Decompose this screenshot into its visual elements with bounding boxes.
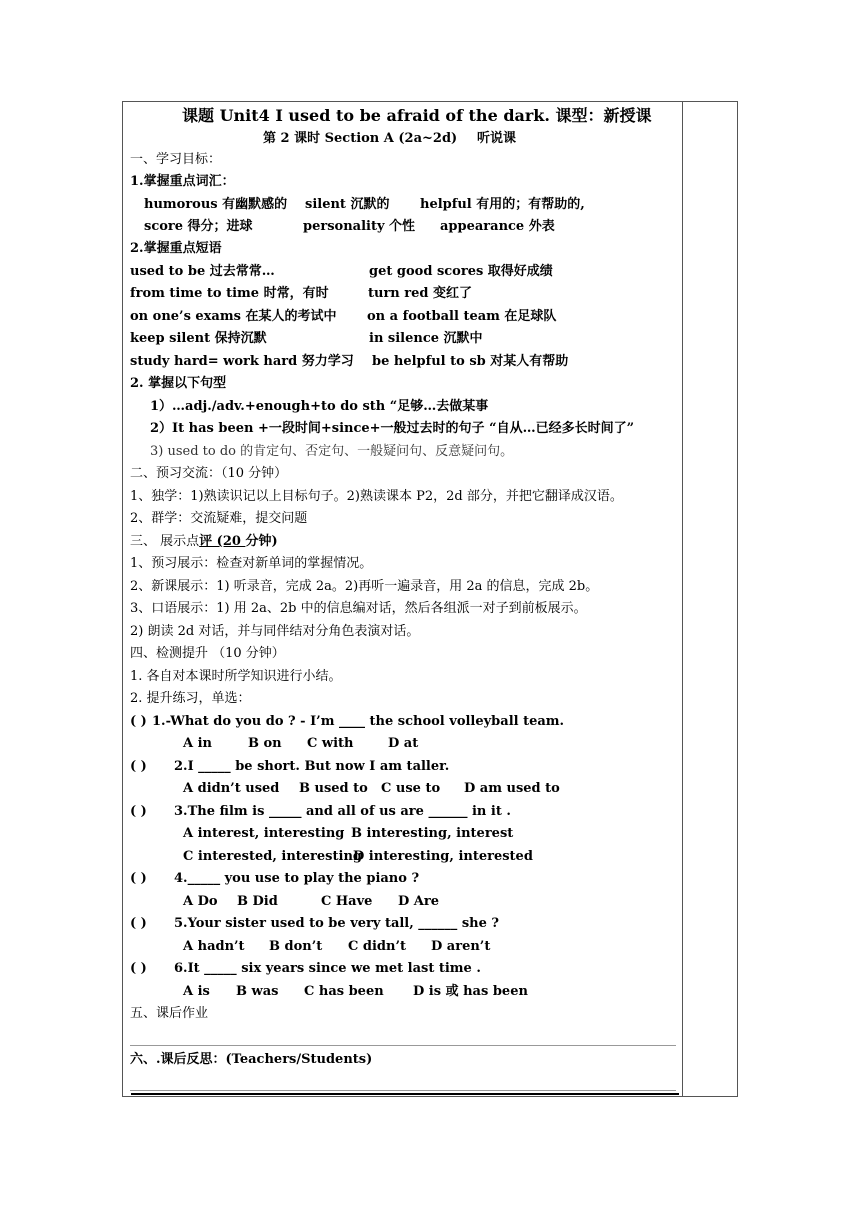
section3-item: 2、新课展示：1) 听录音，完成 2a。2)再听一遍录音，用 2a 的信息，完成 2b。 bbox=[130, 579, 599, 594]
phrase-item: turn red 变红了 bbox=[368, 286, 473, 301]
question-stem: 1.-What do you do ? - I’m ____ the school volleyball team. bbox=[152, 714, 565, 729]
phrase-item: get good scores 取得好成绩 bbox=[369, 264, 553, 279]
vocab-item: silent 沉默的 bbox=[305, 197, 390, 212]
section5-heading: 五、课后作业 bbox=[130, 1006, 209, 1021]
answer-blank[interactable]: ( ) bbox=[130, 961, 147, 976]
option: B on bbox=[248, 736, 282, 751]
option: B Did bbox=[237, 894, 278, 909]
answer-blank[interactable]: ( ) bbox=[130, 916, 147, 931]
answer-blank[interactable]: ( ) bbox=[130, 714, 147, 729]
section4-heading: 四、检测提升 （10 分钟） bbox=[130, 646, 285, 661]
answer-blank[interactable]: ( ) bbox=[130, 804, 147, 819]
question-stem: 3.The film is _____ and all of us are ______ in it . bbox=[174, 804, 511, 819]
option: A interest, interesting bbox=[183, 826, 345, 841]
option: B don’t bbox=[269, 939, 323, 954]
phrase-heading: 2.掌握重点短语 bbox=[130, 241, 222, 256]
option: C didn’t bbox=[348, 939, 406, 954]
option: C use to bbox=[381, 781, 441, 796]
option: D am used to bbox=[464, 781, 560, 796]
pattern-heading: 2. 掌握以下句型 bbox=[130, 376, 227, 391]
option: C has been bbox=[304, 984, 384, 999]
lesson-title: 课题 Unit4 I used to be afraid of the dark. 课型：新授课 bbox=[182, 106, 652, 125]
section2-item: 1、独学：1)熟读识记以上目标句子。2)熟读课本 P2，2d 部分，并把它翻译成汉语。 bbox=[130, 489, 623, 504]
option: D Are bbox=[398, 894, 440, 909]
section6-heading: 六、.课后反思：(Teachers/Students) bbox=[130, 1052, 373, 1067]
homework-writing-line[interactable] bbox=[130, 1045, 676, 1046]
reflection-writing-line[interactable] bbox=[130, 1090, 676, 1091]
option: A is bbox=[183, 984, 210, 999]
phrase-item: in silence 沉默中 bbox=[369, 331, 483, 346]
phrase-item: keep silent 保持沉默 bbox=[130, 331, 267, 346]
section2-item: 2、群学：交流疑难，提交问题 bbox=[130, 511, 308, 526]
option: A hadn’t bbox=[183, 939, 245, 954]
option: A didn’t used bbox=[183, 781, 280, 796]
vocab-item: score 得分；进球 bbox=[144, 219, 253, 234]
pattern-item: 2）It has been +一段时间+since+一般过去时的句子 “自从…已经多长时间了” bbox=[150, 421, 635, 436]
section3-item: 3、口语展示：1) 用 2a、2b 中的信息编对话，然后各组派一对子到前板展示。 bbox=[130, 601, 587, 616]
question-stem: 5.Your sister used to be very tall, ______ she ? bbox=[174, 916, 500, 931]
option: A in bbox=[183, 736, 213, 751]
section3-heading: 三、 展示点评 (20 分钟) bbox=[130, 534, 278, 549]
answer-blank[interactable]: ( ) bbox=[130, 871, 147, 886]
option: A Do bbox=[183, 894, 218, 909]
vocab-item: personality 个性 bbox=[303, 219, 416, 234]
option: B used to bbox=[299, 781, 368, 796]
answer-blank[interactable]: ( ) bbox=[130, 759, 147, 774]
option: D aren’t bbox=[431, 939, 491, 954]
option: B interesting, interest bbox=[351, 826, 514, 841]
vocab-item: humorous 有幽默感的 bbox=[144, 197, 288, 212]
vocab-item: helpful 有用的；有帮助的, bbox=[420, 197, 585, 212]
option: D is 或 has been bbox=[413, 984, 528, 999]
section1-heading: 一、学习目标： bbox=[130, 152, 222, 167]
lesson-period: 第 2 课时 Section A (2a~2d) bbox=[263, 131, 458, 146]
phrase-item: used to be 过去常常… bbox=[130, 264, 275, 279]
option: C interested, interesting bbox=[183, 849, 362, 864]
section4-item: 2. 提升练习，单选： bbox=[130, 691, 251, 706]
phrase-item: from time to time 时常，有时 bbox=[130, 286, 329, 301]
option: D at bbox=[388, 736, 419, 751]
section3-item: 2) 朗读 2d 对话，并与同伴结对分角色表演对话。 bbox=[130, 624, 420, 639]
pattern-item: 1）…adj./adv.+enough+to do sth “足够…去做某事 bbox=[150, 399, 489, 414]
option: C with bbox=[307, 736, 354, 751]
section2-heading: 二、预习交流：（10 分钟） bbox=[130, 466, 288, 481]
vocab-item: appearance 外表 bbox=[440, 219, 555, 234]
option: B was bbox=[236, 984, 279, 999]
phrase-item: study hard= work hard 努力学习 bbox=[130, 354, 354, 369]
phrase-item: on a football team 在足球队 bbox=[367, 309, 557, 324]
pattern-item: 3) used to do 的肯定句、否定句、一般疑问句、反意疑问句。 bbox=[150, 444, 514, 459]
phrase-item: be helpful to sb 对某人有帮助 bbox=[372, 354, 569, 369]
bottom-rule bbox=[131, 1093, 679, 1095]
option: D interesting, interested bbox=[353, 849, 533, 864]
question-stem: 4._____ you use to play the piano ? bbox=[174, 871, 420, 886]
option: C Have bbox=[321, 894, 373, 909]
question-stem: 2.I _____ be short. But now I am taller. bbox=[174, 759, 450, 774]
notes-column-divider bbox=[682, 102, 683, 1096]
section3-item: 1、预习展示：检查对新单词的掌握情况。 bbox=[130, 556, 373, 571]
phrase-item: on one’s exams 在某人的考试中 bbox=[130, 309, 337, 324]
lesson-type: 听说课 bbox=[477, 131, 517, 146]
question-stem: 6.It _____ six years since we met last time . bbox=[174, 961, 481, 976]
vocab-heading: 1.掌握重点词汇： bbox=[130, 174, 235, 189]
section4-item: 1. 各自对本课时所学知识进行小结。 bbox=[130, 669, 342, 684]
